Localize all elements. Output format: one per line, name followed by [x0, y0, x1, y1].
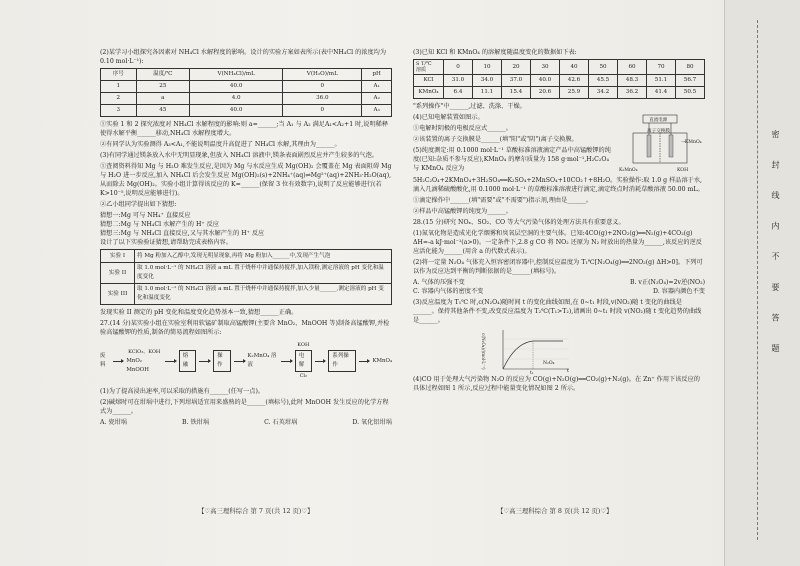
- table-cell: 0: [283, 105, 362, 117]
- table-cell: 4.0: [190, 93, 283, 105]
- table-row: [101, 81, 392, 93]
- flow-mid-label: MnO₂ MnOOH: [126, 357, 149, 373]
- option: D. 容器内颜色不变: [653, 288, 705, 295]
- table-cell: 实验 II: [101, 263, 135, 284]
- table-cell: 37.0: [502, 75, 531, 87]
- q2-1: ①实验 1 和 2 探究浓度对 NH₄Cl 水解程度的影响:则 a=______;当 A₁ 与 A₂ 满足A₁<A₂+1 时,说明稀释使得水解平衡______移动,NH₄Cl 水解程度增大。: [100, 121, 389, 137]
- option: B. 铁坩埚: [182, 419, 210, 426]
- option: C. 石英坩埚: [264, 419, 298, 426]
- cell-koh-label: KOH: [677, 168, 689, 173]
- table-header: V(H₂O)/mL: [283, 69, 362, 81]
- table-cell: 36.2: [618, 87, 647, 99]
- table-header: 10: [473, 60, 502, 75]
- design-text: 设计了以下实验验证猜想,请帮助完成表格内容。: [100, 239, 232, 246]
- concentration-graph: [481, 327, 573, 376]
- table-header: 30: [531, 60, 560, 75]
- flow-arrow-icon: [359, 361, 370, 362]
- table-cell: 实验 III: [101, 284, 135, 305]
- table-header: V(NH₄Cl)/mL: [190, 69, 283, 81]
- q27-5: (5)纯度测定:用 0.1000 mol·L⁻¹ 草酸标准溶液滴定产品中高锰酸钾的纯度(已知:杂质不参与反应),KMnO₄ 的摩尔质量为 158 g·mol⁻¹,H₂C₂O₄ 与 KMnO₄ 反应为 5H₂C₂O₄+2KMnO₄+3H₂SO₄══K₂SO₄+2MnSO₄+10CO₂↑+8H₂O。实验操作:取 1.0 g 样品溶于水,滴入几滴稀硫酸酸化,用 0.1000 mol·L⁻¹ 的草酸标准溶液进行滴定,滴定终点时消耗草酸溶液 50.00 mL。: [413, 147, 704, 193]
- graph-ylabel: c(N₂O₄)/(mol·L⁻¹): [481, 333, 486, 370]
- cell-out-label: →KMnO₄: [681, 140, 702, 145]
- footer-page-8: 【♡高三理科综合 第 8 页(共 12 页)♡】: [497, 507, 613, 515]
- table-experiment-design: [100, 68, 392, 117]
- guess-3: 猜想三:Mg 与 NH₄Cl 直接反应,又与其水解产生的 H⁺ 反应: [100, 230, 265, 237]
- table-cell: 36.0: [283, 93, 362, 105]
- q27-2: (2)碱熔时可在坩埚中进行,下列坩埚适宜用来盛熟的是______(填标号),此时 MnOOH 发生反应的化学方程式为______。: [100, 399, 389, 415]
- conclusion: 发现实验 II 测定的 pH 变化和温度变化趋势基本一致,猜想______正确。: [100, 309, 298, 316]
- guess-2: 猜想二:Mg 与 NH₄Cl 水解产生的 H⁺ 反应: [100, 221, 219, 228]
- table-corner: [414, 60, 444, 75]
- flow-step-electrolysis: 电解: [295, 350, 312, 372]
- seal-line: [757, 20, 758, 540]
- table-cell: 41.4: [647, 87, 676, 99]
- q3: (3)有同学通过镁条放入水中无明显现象,但放入 NH₄Cl 溶液中,镁条表面剧烈反应并产生较多的气泡。: [100, 152, 378, 159]
- table-header: pH: [362, 69, 392, 81]
- q28-4: (4)CO 用于处理大气污染物 N₂O 的反应为 CO(g)+N₂O(g)══CO₂(g)+N₂(g)。在 Zn⁺ 作用下该反应的具体过程如图 1 所示,反应过程中能量变化情况如图 2 所示。: [413, 376, 700, 392]
- options-28-2b: [413, 287, 705, 296]
- q27-4-2: ②该装置的离子交换膜是______(填"阳"或"阴")离子交换膜。: [413, 136, 578, 143]
- table-cell: 20.6: [531, 87, 560, 99]
- option: A. 气体的压强不变: [413, 279, 465, 286]
- q27-4: (4)已知电解装置如图示。: [413, 114, 484, 121]
- q3-2: ②乙小组同学提出如下猜想:: [100, 201, 177, 208]
- binding-margin: [724, 0, 800, 566]
- table-cell: 25: [136, 81, 189, 93]
- table-cell: 45.5: [589, 75, 618, 87]
- flow-step-op: 操作: [213, 350, 231, 372]
- table-cell: 25.9: [560, 87, 589, 99]
- table-header: 60: [618, 60, 647, 75]
- q27-5-1: ①滴定操作中______(填"需要"或"不需要")指示剂,理由是______。: [413, 197, 593, 204]
- table-row: [101, 93, 392, 105]
- table-row: [101, 105, 392, 117]
- flow-start: 废料: [100, 353, 106, 368]
- process-flowchart: [100, 341, 392, 381]
- table-row: [414, 87, 705, 99]
- option: B. v正(N₂O₄)=2v逆(NO₂): [629, 279, 705, 286]
- footer-page-7: 【♡高三理科综合 第 7 页(共 12 页)♡】: [198, 507, 314, 515]
- table-header: 50: [589, 60, 618, 75]
- table-header-row: [101, 69, 392, 81]
- graph-t1-label: t₁: [530, 371, 534, 376]
- corner-t: T/℃: [421, 61, 432, 67]
- table-cell: A₃: [362, 105, 392, 117]
- table-cell: 34.2: [589, 87, 618, 99]
- q27-1: (1)为了提高浸出速率,可以采取的措施有______(任写一点)。: [100, 388, 265, 395]
- q27: 27.(14 分)某实验小组在实验室利用软锰矿制取高锰酸钾(主要含 MnO₂、MnOOH 等)制备高锰酸钾,并检验高锰酸钾的性质,制备的简易流程如图所示:: [100, 320, 390, 336]
- table-row: [414, 75, 705, 87]
- flow-arrow-icon: [199, 361, 210, 362]
- cell-membrane-label: 离子交换膜: [647, 129, 670, 134]
- flow-end: KMnO₄: [372, 357, 393, 364]
- flow-step-melt: 熔融: [179, 350, 197, 372]
- q28-3: (3)反应温度为 T₁℃ 时,c(N₂O₄)随时间 t 的变化曲线如图,在 0~t₁ 时段,v(NO₂)随 t 变化的曲线是______。保持其他条件不变,改变反应温度为 T₂℃(T₁>T₂),请画出 0~t₁ 时段 v(NO₂)随 t 变化趋势的曲线是______。: [413, 299, 702, 324]
- guess-1: 猜想一:Mg 可与 NH₄⁺ 直接反应: [100, 212, 191, 219]
- table-header: 序号: [101, 69, 137, 81]
- table-cell: 42.6: [560, 75, 589, 87]
- table-cell: 34.0: [473, 75, 502, 87]
- q28-2: (2)将一定量 N₂O₄ 气体充入恒容密闭容器中,控制反应温度为 T₁℃[N₂O₄(g)══2NO₂(g) ΔH>0]。下列可以作为反应达到平衡的判断依据的是______(填标号)。: [413, 259, 703, 275]
- table-header: 40: [560, 60, 589, 75]
- table-cell: 40.0: [531, 75, 560, 87]
- table-cell: 48.3: [618, 75, 647, 87]
- q27-5-2: ②样品中高锰酸钾的纯度为______。: [413, 208, 512, 215]
- flow-arrow-icon: [165, 361, 176, 362]
- table-cell: 15.4: [502, 87, 531, 99]
- q2-intro: (2)某学习小组探究各因素对 NH₄Cl 水解程度的影响。设计的实验方案如表所示(表中NH₄Cl 的浓度均为 0.10 mol·L⁻¹):: [100, 49, 387, 65]
- options-28-2: [413, 278, 705, 287]
- page-7: [100, 48, 392, 427]
- flow-electrolysis-group: [295, 341, 312, 381]
- table-cell: 51.1: [647, 75, 676, 87]
- table-header-row: [414, 60, 705, 75]
- table-cell: KMnO₄: [414, 87, 444, 99]
- seal-line-text: 密 封 线 内 不 要 答 题: [771, 130, 780, 362]
- flow-arrow-icon: [315, 361, 326, 362]
- table-cell: 45: [136, 105, 189, 117]
- table-cell: A₂: [362, 93, 392, 105]
- table-cell: 3: [101, 105, 137, 117]
- table-cell: 将 Mg 粉加入乙醇中,发现无明显现象,再将 Mg 粉加入______中,发现产生气泡: [135, 250, 392, 263]
- flow-cl2: Cl₂: [299, 373, 307, 379]
- flow-arrow-icon: [281, 361, 292, 362]
- table-cell: 40.0: [190, 81, 283, 93]
- table-cell: 取 1.0 mol·L⁻¹ 的 NH₄Cl 溶液 a mL 置于烧杯中并通保持搅拌,加入少量______,测定溶液的 pH 变化和温度变化: [135, 284, 392, 305]
- table-row: [101, 284, 392, 305]
- table-cell: 1: [101, 81, 137, 93]
- table-cell: 0: [283, 81, 362, 93]
- flow-mid: [126, 348, 162, 375]
- concentration-curve-icon: [493, 327, 573, 375]
- table-header: 70: [647, 60, 676, 75]
- corner-s: S: [416, 61, 420, 67]
- table-cell: 6.4: [444, 87, 473, 99]
- flow-step-series: 系列操作: [328, 350, 355, 372]
- flow-k2mno4: K₂MnO₄ 溶液: [247, 353, 277, 368]
- page-8: [413, 48, 705, 395]
- table-solubility: [413, 59, 705, 99]
- table-cell: a: [136, 93, 189, 105]
- electrolysis-cell-figure: [619, 113, 705, 174]
- q3-1: ①查阅资料得知 Mg 与 H₂O 难发生反应,是因为 Mg 与水反应生成 Mg(OH)₂ 会覆盖在 Mg 表面阻碍 Mg 与 H₂O 进一步反应,加入 NH₄Cl 后会发生反应 Mg(OH)₂(s)+2NH₄⁺(aq)⇌Mg²⁺(aq)+2NH₃·H₂O(aq),从而除去 Mg(OH)₂。实验小组计算得该反应的 K=______(保留 3 位有效数字),说明了反应能够进行(若 K>10⁻⁵,说明反应能够进行)。: [100, 163, 392, 197]
- corner-sub: 溶质: [416, 67, 427, 73]
- q28: 28.(15 分)研究 NOₓ、SO₂、CO 等大气污染气体的处理方法具有重要意义。: [413, 219, 625, 226]
- table-cell: 实验 I: [101, 250, 135, 263]
- graph-curve-label: N₂O₄: [543, 361, 555, 366]
- q27-4-1: ①电解时阴极的电极反应式______。: [413, 125, 512, 132]
- flow-reagents: KClO₃、KOH: [128, 348, 161, 355]
- cell-power-label: 直流电源: [649, 118, 668, 123]
- flow-koh: KOH: [297, 342, 310, 348]
- table-cell: KCl: [414, 75, 444, 87]
- graph-xlabel: t: [567, 368, 570, 374]
- table-header: 20: [502, 60, 531, 75]
- table-cell: 31.0: [444, 75, 473, 87]
- table-experiments: [100, 249, 392, 305]
- table-header: 温度/℃: [136, 69, 189, 81]
- table-cell: 取 1.0 mol·L⁻¹ 的 NH₄Cl 溶液 a mL 置于烧杯中并通保持搅拌,加入镁粉,测定溶液的 pH 变化和温度变化: [135, 263, 392, 284]
- option: A. 瓷坩埚: [100, 419, 127, 426]
- table-cell: 50.5: [676, 87, 705, 99]
- flow-arrow-icon: [113, 361, 124, 362]
- table-cell: 11.1: [473, 87, 502, 99]
- table-cell: 56.7: [676, 75, 705, 87]
- q27-3: (3)已知 KCl 和 KMnO₄ 的溶解度随温度变化的数据如下表:: [413, 49, 577, 56]
- table-header: 80: [676, 60, 705, 75]
- table-row: [101, 263, 392, 284]
- options-27-2: [100, 418, 392, 427]
- option: C. 容器内气体的密度不变: [413, 288, 484, 295]
- q2-2: ②有同学认为实验测得 A₃<A₁,不能说明温度升高促进了 NH₄Cl 水解,其理由为______。: [100, 141, 341, 148]
- table-row: [101, 250, 392, 263]
- table-header: 0: [444, 60, 473, 75]
- flow-arrow-icon: [234, 361, 245, 362]
- cell-in-label: K₂MnO₄: [619, 168, 638, 173]
- q28-1: (1)氮氧化物是造成光化学烟雾和臭氧层空洞的主要气体。已知:4CO(g)+2NO₂(g)══N₂(g)+4CO₂(g) ΔH=-a kJ·mol⁻¹(a>0)。一定条件下,2.8 g CO 将 NO₂ 还原为 N₂ 时放出的热量为______,该反应的逆反应活化能为______(用含 a 的代数式表示)。: [413, 230, 702, 255]
- table-cell: A₁: [362, 81, 392, 93]
- q27-3-ops: "系列操作"中______,过滤、洗涤、干燥。: [413, 103, 526, 110]
- table-cell: 40.0: [190, 105, 283, 117]
- table-cell: 2: [101, 93, 137, 105]
- option: D. 氧化铝坩埚: [352, 419, 392, 426]
